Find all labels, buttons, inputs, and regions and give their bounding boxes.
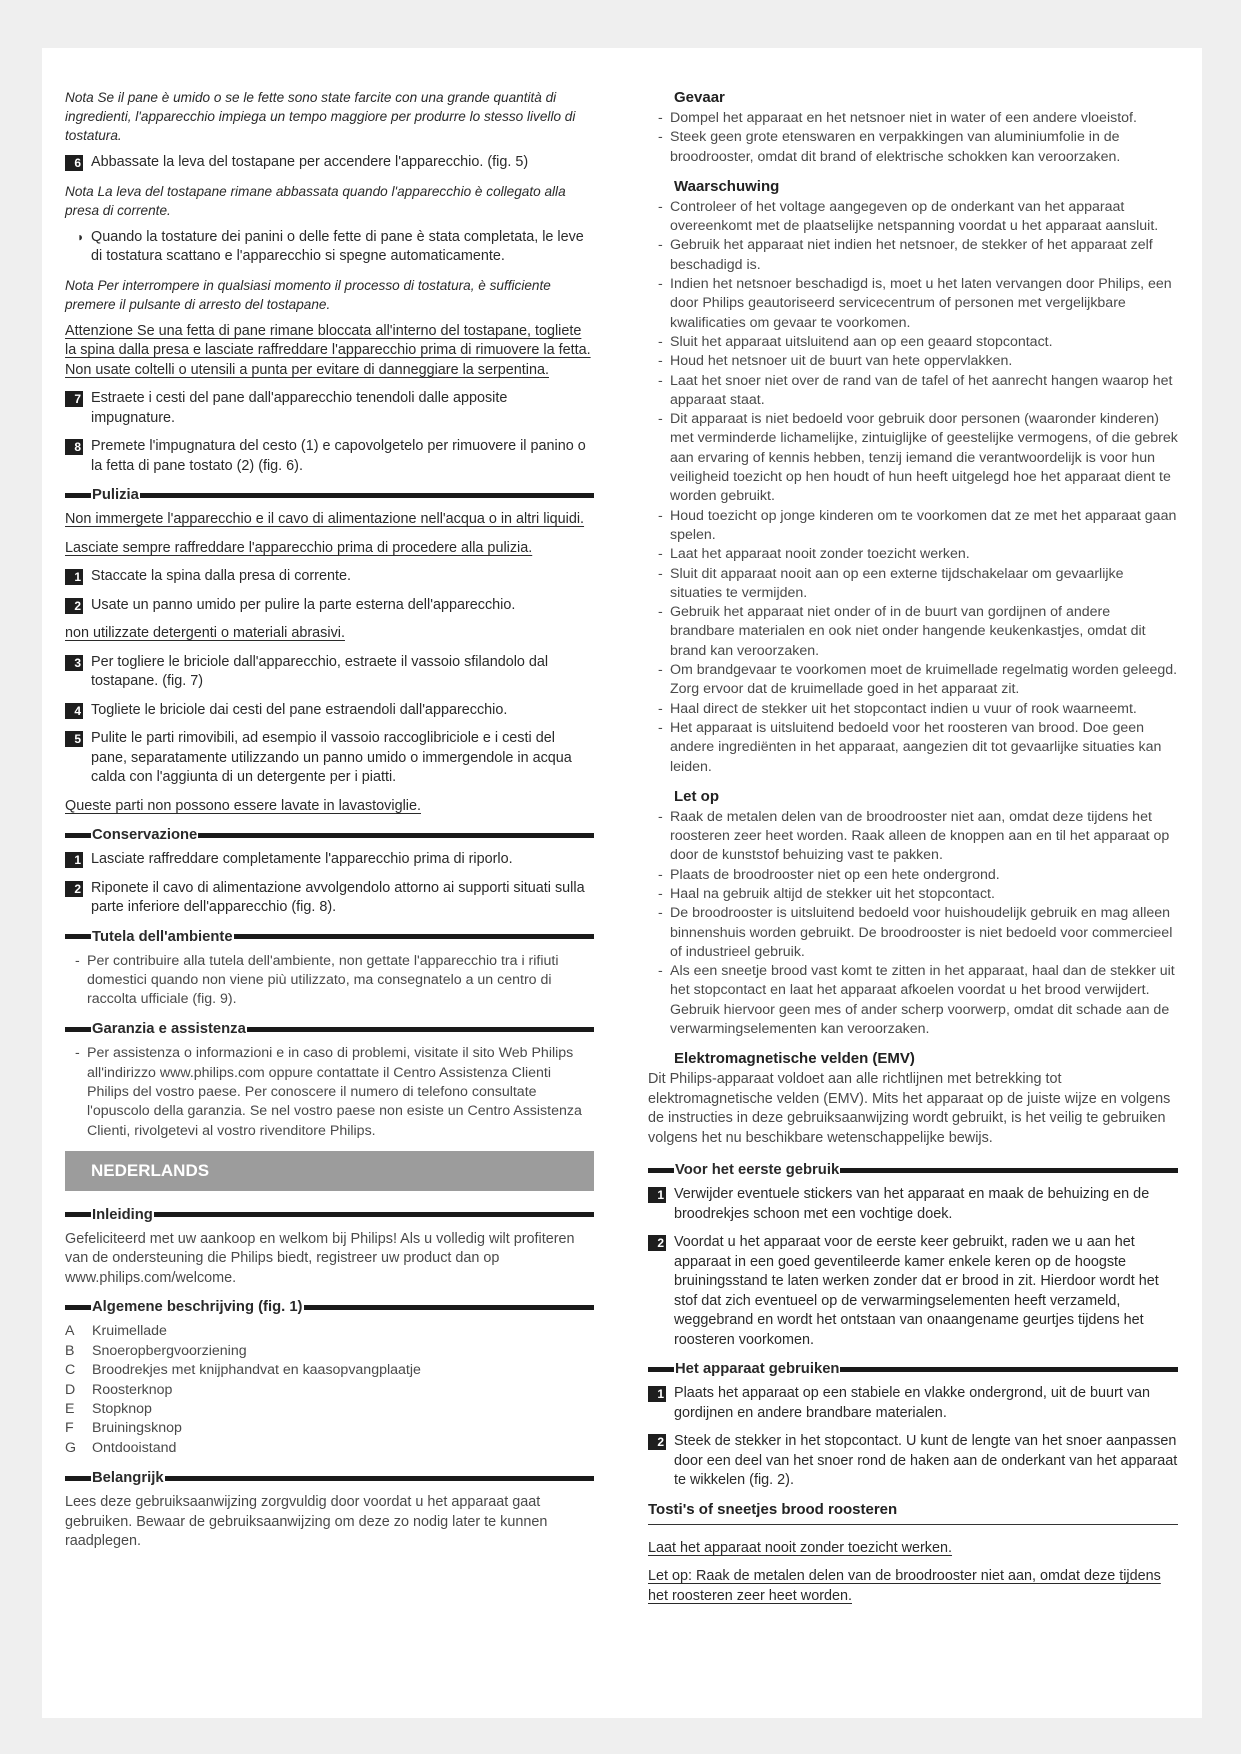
list-item: - Sluit het apparaat uitsluitend aan op een geaard stopcontact. [648,333,1178,352]
section-heading-conservazione: Conservazione [65,825,594,845]
pulizia-step-1: 1 Staccate la spina dalla presa di corrente. [65,567,594,587]
language-banner: NEDERLANDS [65,1151,594,1191]
pulizia-step-3: 3 Per togliere le briciole dall'apparecchio, estraete il vassoio sfilandolo dal tostapane. (fig. 7) [65,653,594,692]
list-item: - Indien het netsnoer beschadigd is, moet u het laten vervangen door Philips, een door Philips geautoriseerd servicecentrum of personen met vergelijkbare kwalificaties om gevaar te voorkomen. [648,275,1178,333]
list-item: - Het apparaat is uitsluitend bedoeld voor het roosteren van brood. Doe geen andere ingrediënten in het apparaat, aangezien dit tot gevaarlijke situaties kan leiden. [648,719,1178,777]
garanzia-text: - Per assistenza o informazioni e in caso di problemi, visitate il sito Web Philips all'indirizzo www.philips.com oppure contattate il Centro Assistenza Clienti Philips del vostro paese. Per conoscere il numero di telefono consultate l'opuscolo della garanzia. Se nel vostro paese non esiste un Centro Assistenza Clienti, rivolgetevi al vostro rivenditore Philips. [65,1044,594,1140]
list-item: - Haal na gebruik altijd de stekker uit het stopcontact. [648,885,1178,904]
section-heading-beschrijving: Algemene beschrijving (fig. 1) [65,1297,594,1317]
subheading-waarschuwing: Waarschuwing [674,177,780,195]
bullet-auto-off: ◗ Quando la tostature dei panini o delle fette di pane è stata completata, le leve di tostatura scattano e l'apparecchio si spegne automaticamente. [77,228,584,264]
warning-cool: Lasciate sempre raffreddare l'apparecchio prima di procedere alla pulizia. [65,539,533,556]
list-item: - Dompel het apparaat en het netsnoer niet in water of een andere vloeistof. [648,109,1178,128]
warning-dishwasher: Queste parti non possono essere lavate in lavastoviglie. [65,797,421,814]
section-heading-gebruiken: Het apparaat gebruiken [648,1359,1178,1379]
pulizia-step-2: 2 Usate un panno umido per pulire la parte esterna dell'apparecchio. [65,596,594,616]
list-item: - Laat het apparaat nooit zonder toezicht werken. [648,545,1178,564]
section-heading-pulizia: Pulizia [65,485,594,505]
warning-hot-metal: Let op: Raak de metalen delen van de broodrooster niet aan, omdat deze tijdens het roosteren zeer heet worden. [648,1568,1161,1604]
list-item: - Houd het netsnoer uit de buurt van hete oppervlakken. [648,352,1178,371]
gebruiken-step-2: 2 Steek de stekker in het stopcontact. U kunt de lengte van het snoer aanpassen door een deel van het snoer rond de haken aan de onderkant van het apparaat te wikkelen (fig. 2). [648,1432,1178,1491]
list-item: - Als een sneetje brood vast komt te zitten in het apparaat, haal dan de stekker uit het stopcontact en laat het apparaat afkoelen voordat u het brood verwijdert. Gebruik hiervoor geen mes of ander scherp voorwerp, omdat dit schade aan de verwarmingselementen kan veroorzaken. [648,962,1178,1039]
list-item: D Roosterknop [65,1381,173,1398]
triangle-icon: ◗ [77,229,85,244]
section-heading-belangrijk: Belangrijk [65,1468,594,1488]
warning-abrasive: non utilizzate detergenti o materiali abrasivi. [65,625,345,641]
step-7: 7 Estraete i cesti del pane dall'apparecchio tenendoli dalle apposite impugnature. [65,389,594,428]
eerste-step-1: 1 Verwijder eventuele stickers van het apparaat en maak de behuizing en de broodrekjes schoon met een vochtige doek. [648,1185,1178,1224]
emv-text: Dit Philips-apparaat voldoet aan alle richtlijnen met betrekking tot elektromagnetische velden (EMV). Mits het apparaat op de juiste wijze en volgens de instructies in deze gebruiksaanwijzing wordt gebruikt, is het veilig te gebruiken volgens het nu beschikbare wetenschappelijke bewijs. [648,1071,1171,1146]
eerste-step-2: 2 Voordat u het apparaat voor de eerste keer gebruikt, raden we u aan het apparaat in een goed geventileerde kamer enkele keren op de hoogste bruiningsstand te laten werken zonder dat er brood in zit. Hierdoor wordt het stof dat zich eventueel op de verwarmingselementen heeft verzameld, weggebrand en wordt het ontstaan van onaangename geurtjes tijdens het roosteren voorkomen. [648,1233,1178,1350]
list-item: - Sluit dit apparaat nooit aan op een externe tijdschakelaar om gevaarlijke situaties te vermijden. [648,565,1178,604]
list-item: - De broodrooster is uitsluitend bedoeld voor huishoudelijk gebruik en mag alleen binnenshuis worden gebruikt. De broodrooster is niet bedoeld voor commercieel of industrieel gebruik. [648,904,1178,962]
gebruiken-step-1: 1 Plaats het apparaat op een stabiele en vlakke ondergrond, uit de buurt van gordijnen en andere brandbare materialen. [648,1384,1178,1423]
step-8: 8 Premete l'impugnatura del cesto (1) e capovolgetelo per rimuovere il panino o la fetta di pane tostato (2) (fig. 6). [65,437,594,476]
section-heading-inleiding: Inleiding [65,1205,594,1225]
list-item: F Bruiningsknop [65,1420,182,1437]
list-item: - Dit apparaat is niet bedoeld voor gebruik door personen (waaronder kinderen) met verminderde lichamelijke, zintuiglijke of geestelijke vermogens, of die gebrek aan ervaring of kennis hebben, tenzij iemand die verantwoordelijk is voor hun veiligheid toezicht op hen houdt of hun heeft uitgelegd hoe het apparaat dient te worden gebruikt. [648,410,1178,506]
list-item: A Kruimellade [65,1323,167,1340]
parts-list [65,1322,594,1458]
inleiding-text: Gefeliciteerd met uw aankoop en welkom bij Philips! Als u volledig wilt profiteren van de ondersteuning die Philips biedt, registreer uw product dan op www.philips.com/welcome. [65,1230,575,1286]
list-item: - Plaats de broodrooster niet op een hete ondergrond. [648,866,1178,885]
right-column [648,88,1178,1615]
list-item: - Laat het snoer niet over de rand van de tafel of het aanrecht hangen waarop het apparaat staat. [648,372,1178,411]
pulizia-step-4: 4 Togliete le briciole dai cesti del pane estraendoli dall'apparecchio. [65,701,594,721]
list-item: - Controleer of het voltage aangegeven op de onderkant van het apparaat overeenkomt met de plaatselijke netspanning voordat u het apparaat aansluit. [648,198,1178,237]
note-humid-bread: Nota Se il pane è umido o se le fette sono state farcite con una grande quantità di ingredienti, l'apparecchio impiega un tempo maggiore per produrre lo stesso livello di tostatura. [65,90,576,143]
conservazione-step-1: 1 Lasciate raffreddare completamente l'apparecchio prima di riporlo. [65,850,594,870]
list-item: C Broodrekjes met knijphandvat en kaasopvangplaatje [65,1362,421,1379]
list-item: - Steek geen grote etenswaren en verpakkingen van aluminiumfolie in de broodrooster, omdat dit brand of elektrische schokken kan veroorzaken. [648,128,1178,167]
list-item: - Om brandgevaar te voorkomen moet de kruimellade regelmatig worden geleegd. Zorg ervoor dat de kruimellade goed in het apparaat zit. [648,661,1178,700]
subheading-tosti: Tosti's of sneetjes brood roosteren [648,1500,1178,1525]
step-6: 6 Abbassate la leva del tostapane per accendere l'apparecchio. (fig. 5) [65,153,594,173]
subheading-emv: Elektromagnetische velden (EMV) [674,1050,915,1068]
section-heading-eerste-gebruik: Voor het eerste gebruik [648,1160,1178,1180]
conservazione-step-2: 2 Riponete il cavo di alimentazione avvolgendolo attorno ai supporti situati sulla parte inferiore dell'apparecchio (fig. 8). [65,879,594,918]
warning-immerse: Non immergete l'apparecchio e il cavo di alimentazione nell'acqua o in altri liquidi. [65,511,585,527]
subheading-let-op: Let op [674,787,719,805]
list-item: B Snoeropbergvoorziening [65,1342,247,1359]
list-item: - Haal direct de stekker uit het stopcontact indien u vuur of rook waarneemt. [648,700,1178,719]
left-column [65,88,594,1561]
pulizia-step-5: 5 Pulite le parti rimovibili, ad esempio il vassoio raccoglibriciole e i cesti del pane, separatamente utilizzando un panno umido o immergendole in acqua calda con l'aggiunta di un detergente per i piatti. [65,729,594,788]
list-item: E Stopknop [65,1401,152,1417]
section-heading-ambiente: Tutela dell'ambiente [65,927,594,947]
belangrijk-text: Lees deze gebruiksaanwijzing zorgvuldig door voordat u het apparaat gaat gebruiken. Bewaar de gebruiksaanwijzing om deze zo nodig later te kunnen raadplegen. [65,1494,548,1550]
note-stop: Nota Per interrompere in qualsiasi momento il processo di tostatura, è sufficiente premere il pulsante di arresto del tostapane. [65,277,551,312]
list-item: G Ontdooistand [65,1439,177,1456]
ambiente-text: - Per contribuire alla tutela dell'ambiente, non gettate l'apparecchio tra i rifiuti domestici quando non viene più utilizzato, ma consegnatelo a un centro di raccolta ufficiale (fig. 9). [65,952,594,1010]
list-item: - Raak de metalen delen van de broodrooster niet aan, omdat deze tijdens het roosteren zeer heet worden. Raak alleen de knoppen aan en til het apparaat op door de kunststof behuizing vast te pakken. [648,808,1178,866]
caution-stuck-slice: Attenzione Se una fetta di pane rimane bloccata all'interno del tostapane, togliete la spina dalla presa e lasciate raffreddare l'apparecchio prima di rimuovere la fetta. Non usate coltelli o utensili a punta per evitare di danneggiare la serpentina. [65,322,591,378]
section-heading-garanzia: Garanzia e assistenza [65,1019,594,1039]
list-item: - Houd toezicht op jonge kinderen om te voorkomen dat ze met het apparaat gaan spelen. [648,507,1178,546]
subheading-gevaar: Gevaar [674,89,725,106]
note-lever: Nota La leva del tostapane rimane abbassata quando l'apparecchio è collegato alla presa di corrente. [65,183,566,218]
list-item: - Gebruik het apparaat niet indien het netsnoer, de stekker of het apparaat zelf beschadigd is. [648,236,1178,275]
list-item: - Gebruik het apparaat niet onder of in de buurt van gordijnen of andere brandbare materialen en ook niet onder hangende keukenkastjes, omdat dit brand kan veroorzaken. [648,603,1178,661]
warning-supervision: Laat het apparaat nooit zonder toezicht werken. [648,1539,953,1556]
